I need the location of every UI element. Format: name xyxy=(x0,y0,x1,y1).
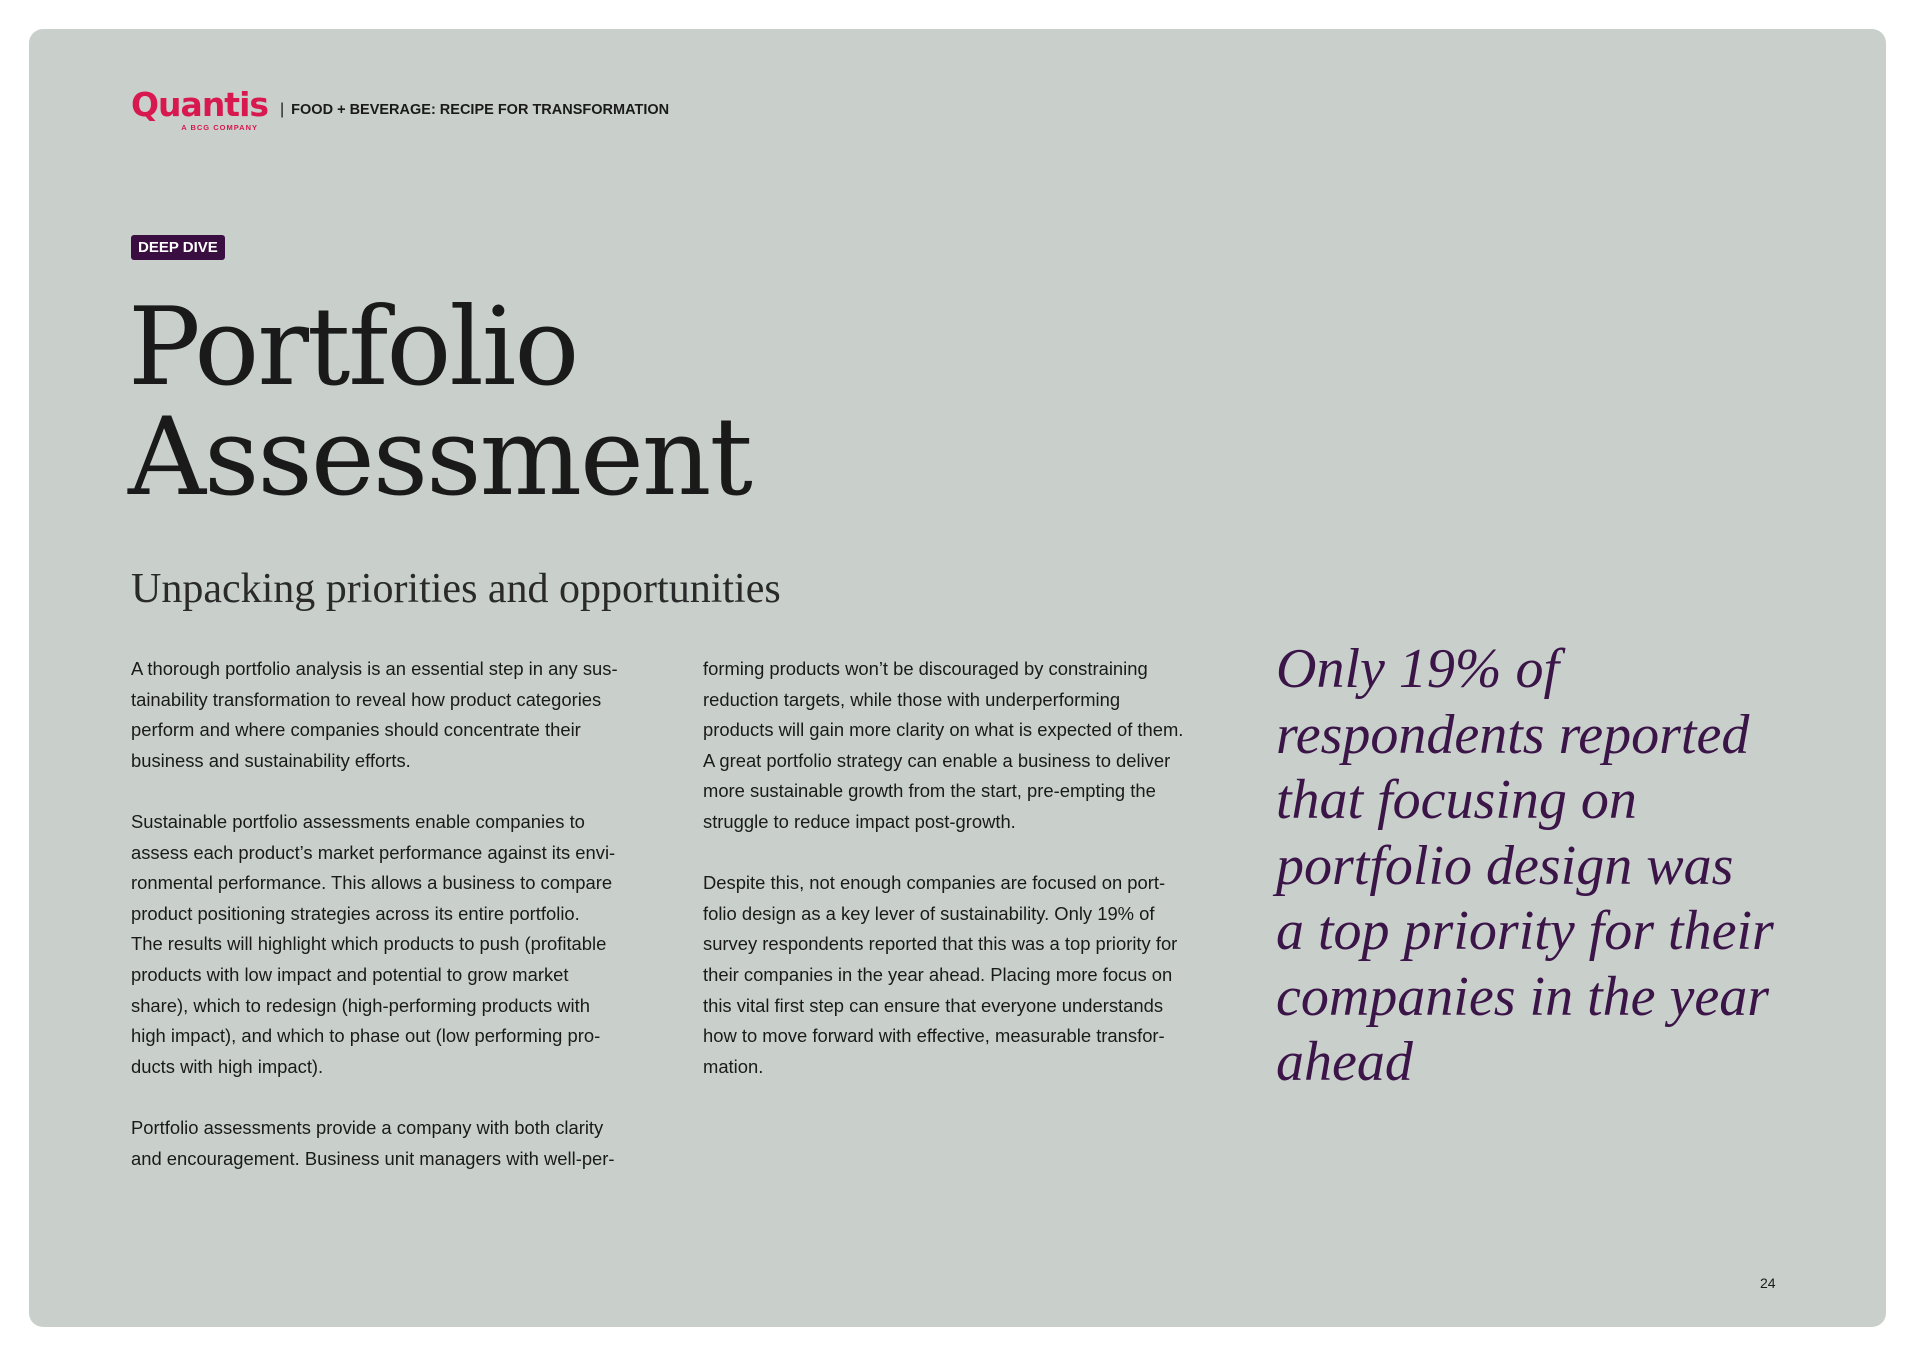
header-separator: | xyxy=(280,101,285,118)
paragraph: A thorough portfolio analysis is an essential step in any sus- tainability transformation to reveal how product categories perform and where companies should concentrate their business and sustainability efforts. xyxy=(131,658,618,771)
pull-quote: Only 19% of respondents reported that focusing on portfolio design was a top priority for their companies in the year ahead xyxy=(1276,638,1774,1093)
page-card xyxy=(29,29,1886,1327)
page-title-line-2: Assessment xyxy=(128,395,751,520)
logo-subtext: A BCG COMPANY xyxy=(181,123,258,132)
logo-wordmark: Quantis xyxy=(131,85,269,124)
quantis-logo xyxy=(131,85,269,135)
page-title xyxy=(128,285,751,520)
body-column-1 xyxy=(131,654,671,1205)
page-number: 24 xyxy=(1760,1275,1776,1291)
paragraph: Sustainable portfolio assessments enable companies to assess each product’s market performance against its envi- ronmental performance. This allows a business to compare product positioning strategies across its entire portfolio. The results will highlight which products to push (profitable products with low impact and potential to grow market share), which to redesign (high-performing products with high impact), and which to phase out (low performing pro- ducts with high impact). xyxy=(131,810,616,1077)
report-title: FOOD + BEVERAGE: RECIPE FOR TRANSFORMATION xyxy=(291,102,670,118)
header xyxy=(131,85,669,135)
paragraph: forming products won’t be discouraged by constraining reduction targets, while those with underperforming products will gain more clarity on what is expected of them. A great portfolio strategy can enable a business to deliver more sustainable growth from the start, pre-empting the struggle to reduce impact post-growth. xyxy=(703,658,1184,832)
paragraph: Portfolio assessments provide a company with both clarity and encouragement. Business unit managers with well-per- xyxy=(131,1116,615,1169)
page-subtitle: Unpacking priorities and opportunities xyxy=(131,566,781,612)
paragraph: Despite this, not enough companies are focused on port- folio design as a key lever of sustainability. Only 19% of survey respondents reported that this was a top priority for their companies in the year ahead. Placing more focus on this vital first step can ensure that everyone understands how to move forward with effective, measurable transfor- mation. xyxy=(703,872,1178,1077)
body-column-2 xyxy=(703,654,1243,1113)
section-tag: DEEP DIVE xyxy=(131,235,225,260)
page-title-line-1: Portfolio xyxy=(128,285,578,410)
